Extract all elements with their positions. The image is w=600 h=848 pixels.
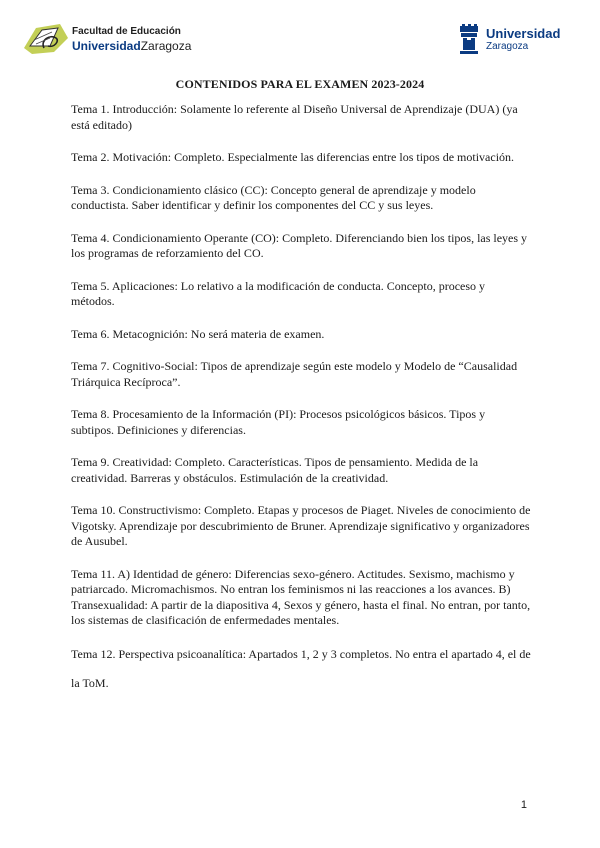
paragraph-tema-9: Tema 9. Creatividad: Completo. Características. Tipos de pensamiento. Medida de la creatividad. Barreras y obstáculos. Estimulación de la creatividad. (71, 455, 479, 485)
university-city: Zaragoza (486, 41, 529, 52)
university-logo-block (458, 24, 578, 58)
faculty-university-city: Zaragoza (140, 39, 192, 53)
faculty-name: Facultad de Educación (72, 26, 181, 37)
document-title: CONTENIDOS PARA EL EXAMEN 2023-2024 (175, 77, 425, 91)
paragraph-tema-12: Tema 12. Perspectiva psicoanalítica: Apartados 1, 2 y 3 completos. No entra el apartado 4, el de la ToM. (71, 646, 531, 690)
paragraph-tema-3: Tema 3. Condicionamiento clásico (CC): Concepto general de aprendizaje y modelo conductista. Saber identificar y definir los componentes del CC y sus leyes. (71, 182, 476, 212)
paragraph-tema-10: Tema 10. Constructivismo: Completo. Etapas y procesos de Piaget. Niveles de conocimiento de Vigotsky. Aprendizaje por descubrimiento de Bruner. Aprendizaje significativo y organizadores de Ausubel. (71, 503, 531, 548)
faculty-university-line (72, 39, 191, 53)
paragraph-tema-11: Tema 11. A) Identidad de género: Diferencias sexo-género. Actitudes. Sexismo, machismo y patriarcado. Micromachismos. No entran los feminismos ni las reacciones a los avances. B) Transexualidad: A partir de la diapositiva 4, Sexos y género, hasta el final. No entran, por tanto, los sistemas de clasificación de enfermedades mentales. (71, 566, 531, 627)
university-name: Universidad (486, 26, 561, 41)
paragraph-tema-4: Tema 4. Condicionamiento Operante (CO): Completo. Diferenciando bien los tipos, las leyes y los programas de reforzamiento del CO. (71, 230, 528, 260)
document-body (71, 102, 531, 715)
page-number: 1 (520, 799, 527, 811)
paragraph-tema-2: Tema 2. Motivación: Completo. Especialmente las diferencias entre los tipos de motivación. (71, 150, 515, 164)
faculty-logo-icon (20, 18, 72, 58)
paragraph-tema-6: Tema 6. Metacognición: No será materia de examen. (71, 326, 325, 341)
university-crest-icon (458, 24, 480, 56)
paragraph-tema-5: Tema 5. Aplicaciones: Lo relativo a la modificación de conducta. Concepto, proceso y métodos. (71, 278, 486, 308)
faculty-university-bold: Universidad (72, 39, 141, 53)
paragraph-tema-7: Tema 7. Cognitivo-Social: Tipos de aprendizaje según este modelo y Modelo de “Causalidad Triárquica Recíproca”. (71, 359, 518, 389)
faculty-logo-block (20, 18, 220, 58)
paragraph-tema-8: Tema 8. Procesamiento de la Información (PI): Procesos psicológicos básicos. Tipos y subtipos. Definiciones y diferencias. (71, 407, 486, 437)
paragraph-tema-1: Tema 1. Introducción: Solamente lo referente al Diseño Universal de Aprendizaje (DUA) (ya está editado) (71, 102, 518, 132)
